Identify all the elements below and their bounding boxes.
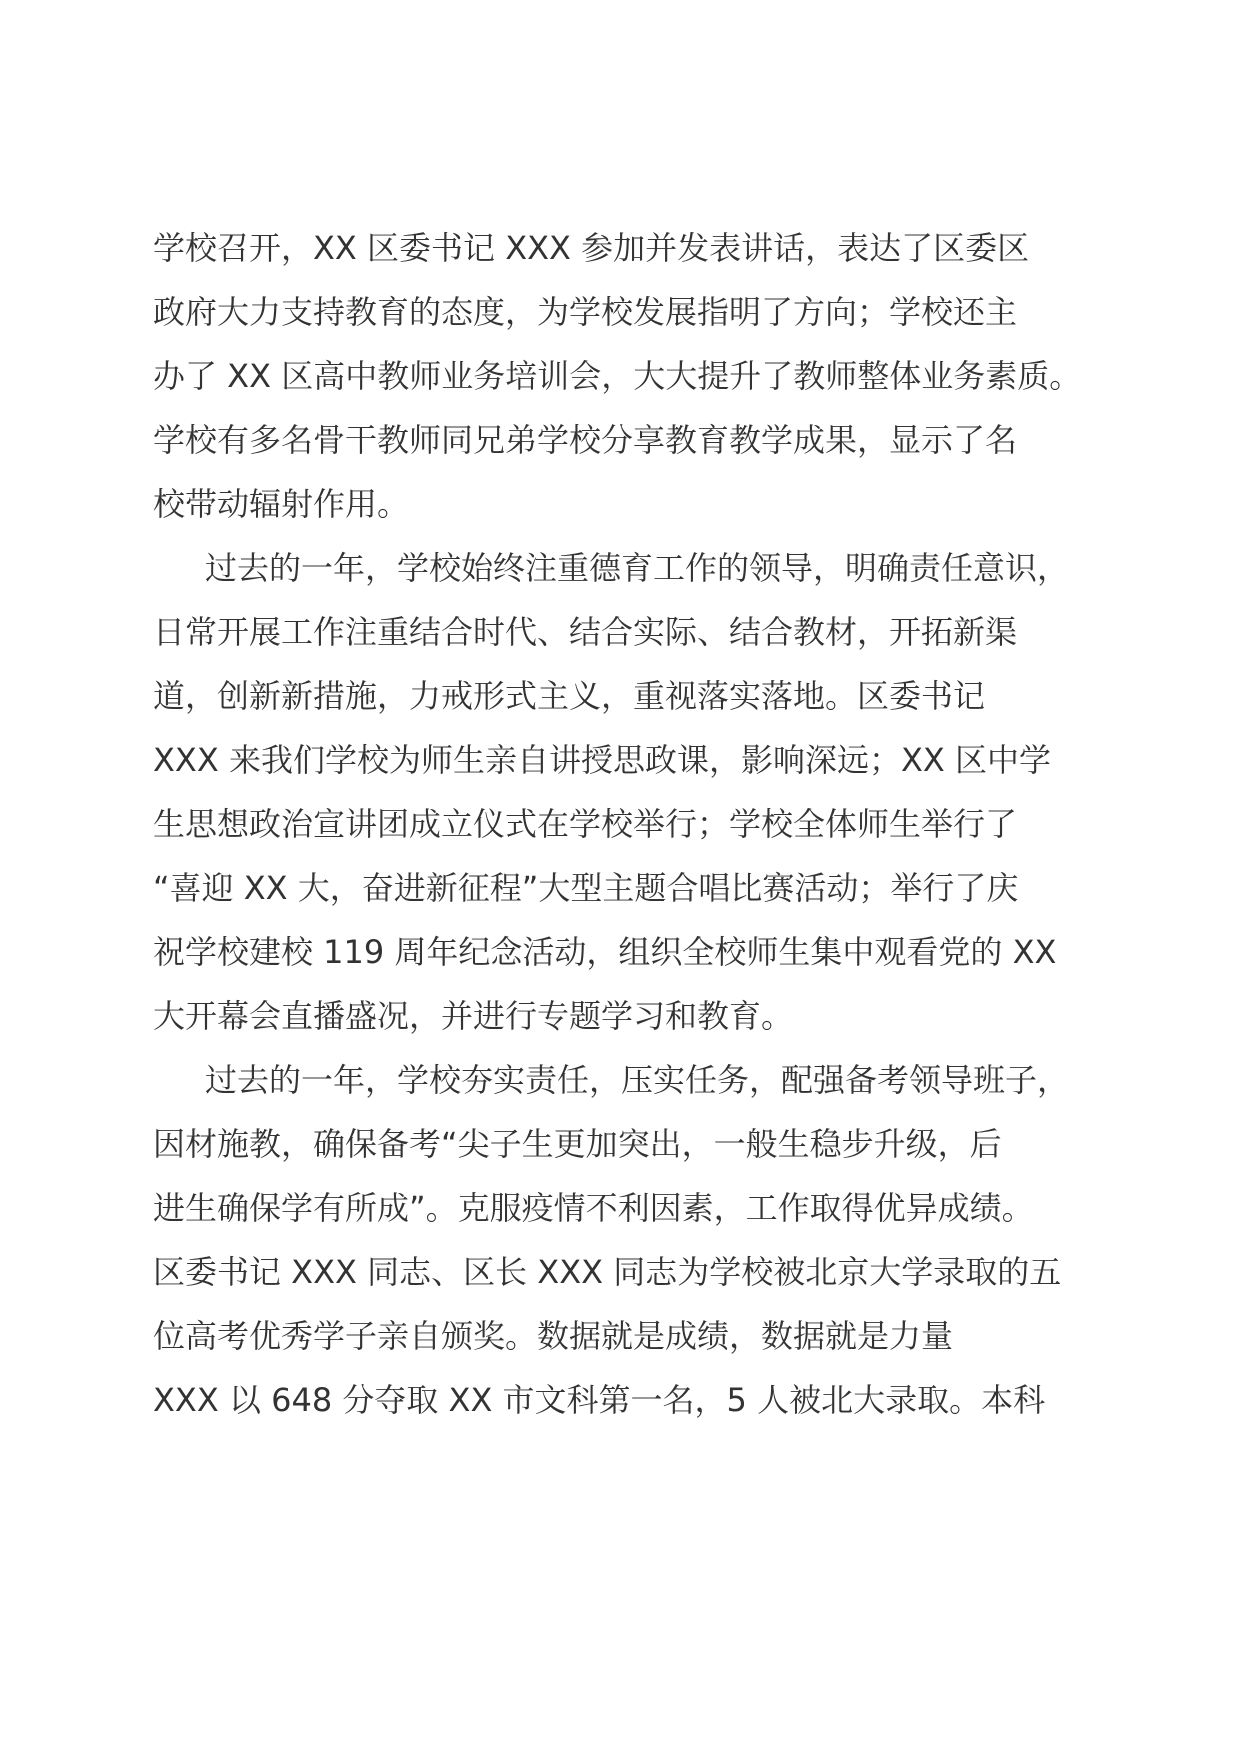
text-line: 进生确保学有所成”。克服疫情不利因素，工作取得优异成绩。 — [153, 1189, 1034, 1227]
text-line: 学校召开，XX 区委书记 XXX 参加并发表讲话，表达了区委区 — [153, 229, 1030, 267]
text-line: “喜迎 XX 大，奋进新征程”大型主题合唱比赛活动；举行了庆 — [153, 869, 1019, 907]
text-line: 祝学校建校 119 周年纪念活动，组织全校师生集中观看党的 XX — [153, 933, 1057, 971]
text-line: 因材施教，确保备考“尖子生更加突出，一般生稳步升级，后 — [153, 1125, 1002, 1163]
text-line: 政府大力支持教育的态度，为学校发展指明了方向；学校还主 — [153, 293, 1018, 331]
text-line: 生思想政治宣讲团成立仪式在学校举行；学校全体师生举行了 — [153, 805, 1018, 843]
text-line: 学校有多名骨干教师同兄弟学校分享教育教学成果，显示了名 — [153, 421, 1018, 459]
text-line: 日常开展工作注重结合时代、结合实际、结合教材，开拓新渠 — [153, 613, 1018, 651]
text-line: 校带动辐射作用。 — [153, 485, 410, 523]
text-line: 道，创新新措施，力戒形式主义，重视落实落地。区委书记 — [153, 677, 986, 715]
text-line: 区委书记 XXX 同志、区长 XXX 同志为学校被北京大学录取的五 — [153, 1253, 1062, 1291]
paragraph-first-line: 过去的一年，学校夯实责任，压实任务，配强备考领导班子， — [205, 1061, 1070, 1099]
text-line: 办了 XX 区高中教师业务培训会，大大提升了教师整体业务素质。 — [153, 357, 1082, 395]
text-line: 大开幕会直播盛况，并进行专题学习和教育。 — [153, 997, 794, 1035]
text-line: XXX 来我们学校为师生亲自讲授思政课，影响深远；XX 区中学 — [153, 741, 1051, 779]
paragraph-first-line: 过去的一年，学校始终注重德育工作的领导，明确责任意识， — [205, 549, 1070, 587]
text-line: XXX 以 648 分夺取 XX 市文科第一名，5 人被北大录取。本科 — [153, 1381, 1046, 1419]
text-line: 位高考优秀学子亲自颁奖。数据就是成绩，数据就是力量 — [153, 1317, 954, 1355]
